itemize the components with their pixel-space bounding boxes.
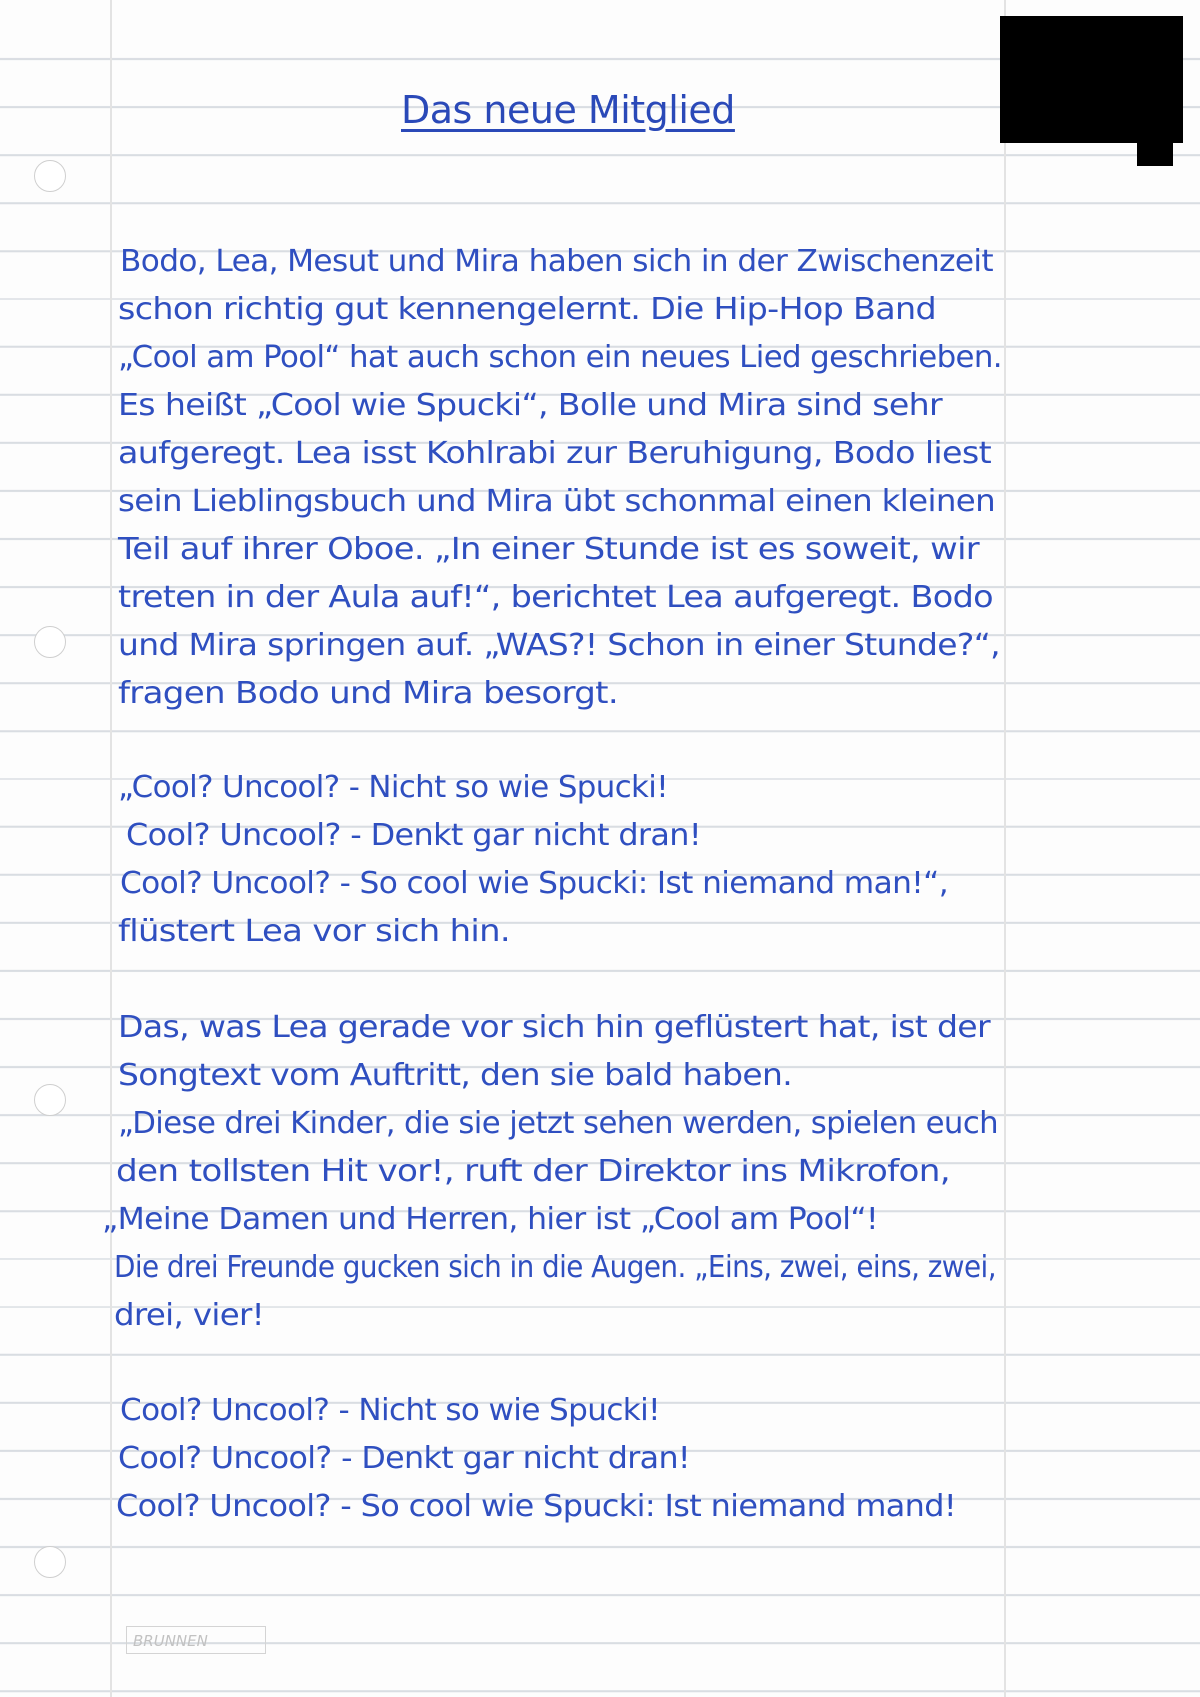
text-line: „Meine Damen und Herren, hier ist „Cool am Pool“! [102,1202,878,1237]
text-line: aufgeregt. Lea isst Kohlrabi zur Beruhigung, Bodo liest [118,436,991,471]
redaction-box-tab [1137,140,1173,166]
text-line: flüstert Lea vor sich hin. [118,914,510,949]
text-line: „Diese drei Kinder, die sie jetzt sehen werden, spielen euch [118,1106,998,1141]
text-line: treten in der Aula auf!“, berichtet Lea aufgeregt. Bodo [118,580,994,615]
binder-hole [34,626,66,658]
right-margin-line [1004,0,1006,1697]
page-title: Das neue Mitglied [401,88,735,132]
text-line: Bodo, Lea, Mesut und Mira haben sich in der Zwischenzeit [120,244,993,279]
text-line: schon richtig gut kennengelernt. Die Hip-Hop Band [118,292,936,327]
text-line: „Cool? Uncool? - Nicht so wie Spucki! [118,770,668,805]
text-line: und Mira springen auf. „WAS?! Schon in einer Stunde?“, [118,628,1000,663]
brand-stamp: BRUNNEN [126,1626,266,1654]
text-line: Es heißt „Cool wie Spucki“, Bolle und Mira sind sehr [118,388,942,423]
text-line: den tollsten Hit vor!, ruft der Direktor ins Mikrofon, [116,1154,950,1189]
text-line: Cool? Uncool? - Denkt gar nicht dran! [118,1441,690,1476]
left-margin-line [110,0,112,1697]
text-line: Teil auf ihrer Oboe. „In einer Stunde ist es soweit, wir [118,532,979,567]
text-line: Cool? Uncool? - Nicht so wie Spucki! [120,1393,660,1428]
text-line: Cool? Uncool? - Denkt gar nicht dran! [126,818,701,853]
text-line: Songtext vom Auftritt, den sie bald haben. [118,1058,792,1093]
text-line: Die drei Freunde gucken sich in die Augen. „Eins, zwei, eins, zwei, [114,1250,996,1285]
text-line: Cool? Uncool? - So cool wie Spucki: Ist niemand mand! [116,1489,956,1524]
text-line: „Cool am Pool“ hat auch schon ein neues Lied geschrieben. [118,340,1002,375]
text-line: Cool? Uncool? - So cool wie Spucki: Ist niemand man!“, [120,866,949,901]
binder-hole [34,160,66,192]
redaction-box [1000,16,1183,143]
text-line: Das, was Lea gerade vor sich hin geflüstert hat, ist der [118,1010,990,1045]
text-line: fragen Bodo und Mira besorgt. [118,676,618,711]
binder-hole [34,1084,66,1116]
text-line: drei, vier! [114,1298,264,1333]
text-line: sein Lieblingsbuch und Mira übt schonmal einen kleinen [118,484,995,519]
binder-hole [34,1546,66,1578]
